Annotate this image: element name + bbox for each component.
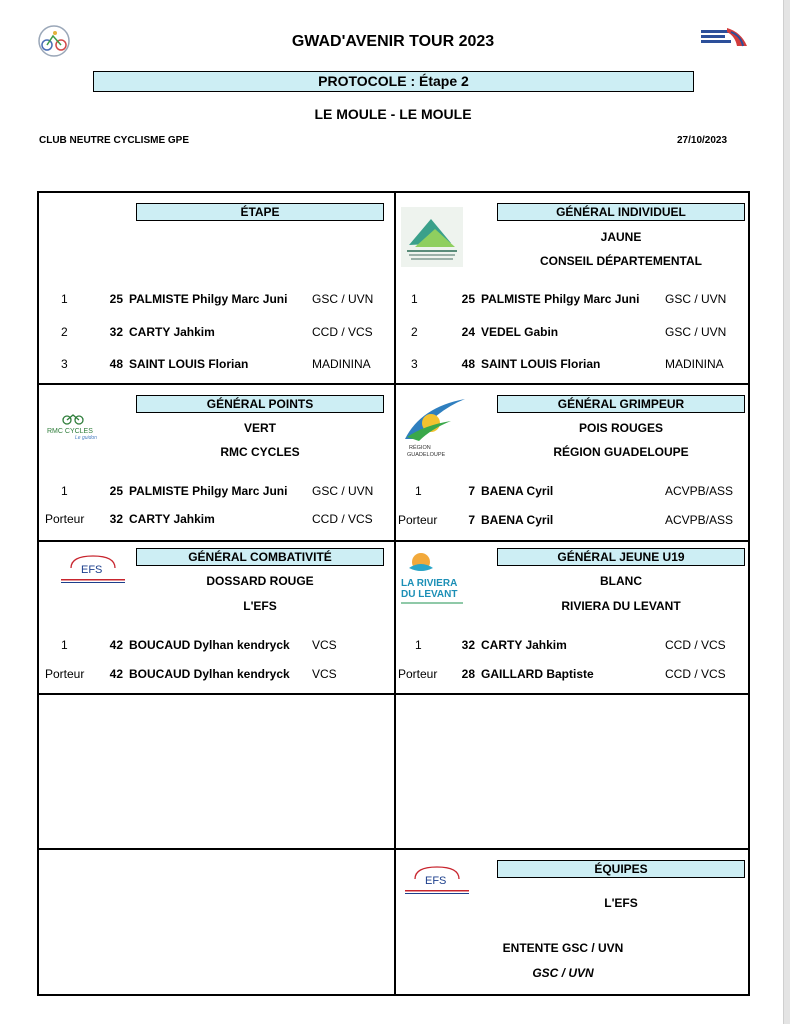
svg-text:RMC CYCLES: RMC CYCLES xyxy=(47,428,93,435)
team-name: VCS xyxy=(312,667,337,681)
rider-name: BAENA Cyril xyxy=(481,484,554,498)
region-guadeloupe-logo-icon xyxy=(401,397,467,459)
svg-text:Le guidon: Le guidon xyxy=(75,435,97,441)
team-label: ENTENTE GSC / UVN xyxy=(502,941,624,955)
general-combativite-banner: GÉNÉRAL COMBATIVITÉ xyxy=(136,548,384,566)
team-name: GSC / UVN xyxy=(312,292,374,306)
rider-name: PALMISTE Philgy Marc Juni xyxy=(129,292,288,306)
equipes-banner: ÉQUIPES xyxy=(497,860,745,878)
rider-name: CARTY Jahkim xyxy=(129,325,215,339)
rider-name: CARTY Jahkim xyxy=(481,638,567,652)
jersey-color: BLANC xyxy=(600,574,642,588)
rank: 1 xyxy=(61,638,68,652)
bib-number: 32 xyxy=(461,638,475,652)
team-name: CCD / VCS xyxy=(312,512,373,526)
classification-grid xyxy=(37,191,750,996)
rider-name: GAILLARD Baptiste xyxy=(481,667,594,681)
bib-number: 28 xyxy=(461,667,475,681)
grid-divider-vertical xyxy=(394,193,396,994)
svg-text:RÉGION: RÉGION xyxy=(409,445,431,451)
sponsor-name: RMC CYCLES xyxy=(220,445,300,459)
grid-divider-row-4 xyxy=(39,848,748,850)
rank: Porteur xyxy=(45,512,85,526)
protocole-banner: PROTOCOLE : Étape 2 xyxy=(93,71,694,92)
jersey-color: POIS ROUGES xyxy=(578,421,664,435)
conseil-departemental-logo-icon xyxy=(401,207,463,267)
page-title: GWAD'AVENIR TOUR 2023 xyxy=(291,33,495,50)
efs-logo-icon xyxy=(401,863,473,899)
rider-name: PALMISTE Philgy Marc Juni xyxy=(129,484,288,498)
etape-banner: ÉTAPE xyxy=(136,203,384,221)
sponsor-name: RIVIERA DU LEVANT xyxy=(561,599,681,613)
bib-number: 25 xyxy=(109,292,123,306)
rank: Porteur xyxy=(45,667,85,681)
riviera-du-levant-logo-icon xyxy=(399,550,465,614)
svg-text:LA RIVIERA: LA RIVIERA xyxy=(401,578,458,589)
club-name: CLUB NEUTRE CYCLISME GPE xyxy=(39,135,190,146)
rider-name: VEDEL Gabin xyxy=(481,325,559,339)
team-name: GSC / UVN xyxy=(665,325,727,339)
team-name: CCD / VCS xyxy=(665,638,726,652)
jersey-color: VERT xyxy=(243,421,276,435)
bib-number: 25 xyxy=(109,484,123,498)
jersey-color: DOSSARD ROUGE xyxy=(206,574,314,588)
federation-logo-icon xyxy=(697,24,753,50)
rank: 1 xyxy=(415,638,422,652)
bib-number: 7 xyxy=(468,484,475,498)
bib-number: 48 xyxy=(109,357,123,371)
rank: 1 xyxy=(411,292,418,306)
team-name: ACVPB/ASS xyxy=(665,484,734,498)
grid-divider-row-2 xyxy=(39,540,748,542)
jersey-color: JAUNE xyxy=(600,230,642,244)
rank: 1 xyxy=(61,484,68,498)
rank: 3 xyxy=(61,357,68,371)
rank: Porteur xyxy=(398,513,438,527)
grid-divider-row-3 xyxy=(39,693,748,695)
team-name: GSC / UVN xyxy=(665,292,727,306)
team-name: MADININA xyxy=(312,357,371,371)
team-name: VCS xyxy=(312,638,337,652)
sponsor-name: L'EFS xyxy=(604,896,638,910)
rank: 3 xyxy=(411,357,418,371)
efs-logo-icon xyxy=(57,552,129,588)
bib-number: 48 xyxy=(461,357,475,371)
rank: 2 xyxy=(411,325,418,339)
scrollbar-track[interactable] xyxy=(784,0,790,1024)
rider-name: BOUCAUD Dylhan kendryck xyxy=(129,667,290,681)
rider-name: PALMISTE Philgy Marc Juni xyxy=(481,292,640,306)
bib-number: 42 xyxy=(109,638,123,652)
event-date: 27/10/2023 xyxy=(677,135,728,146)
rmc-cycles-logo-icon xyxy=(45,411,105,441)
team-name: MADININA xyxy=(665,357,724,371)
rank: 2 xyxy=(61,325,68,339)
sponsor-name: RÉGION GUADELOUPE xyxy=(553,445,689,459)
bib-number: 7 xyxy=(468,513,475,527)
svg-text:DU LEVANT: DU LEVANT xyxy=(401,589,458,600)
general-grimpeur-banner: GÉNÉRAL GRIMPEUR xyxy=(497,395,745,413)
general-jeune-banner: GÉNÉRAL JEUNE U19 xyxy=(497,548,745,566)
rider-name: SAINT LOUIS Florian xyxy=(129,357,249,371)
general-individuel-banner: GÉNÉRAL INDIVIDUEL xyxy=(497,203,745,221)
bib-number: 24 xyxy=(461,325,475,339)
team-name: GSC / UVN xyxy=(312,484,374,498)
rank: 1 xyxy=(61,292,68,306)
bib-number: 25 xyxy=(461,292,475,306)
svg-text:EFS: EFS xyxy=(81,564,103,576)
general-points-banner: GÉNÉRAL POINTS xyxy=(136,395,384,413)
team-code: GSC / UVN xyxy=(532,966,594,980)
bib-number: 32 xyxy=(109,512,123,526)
rider-name: BOUCAUD Dylhan kendryck xyxy=(129,638,290,652)
team-name: CCD / VCS xyxy=(665,667,726,681)
rider-name: BAENA Cyril xyxy=(481,513,554,527)
sponsor-name: CONSEIL DÉPARTEMENTAL xyxy=(539,254,702,268)
svg-text:GUADELOUPE: GUADELOUPE xyxy=(407,452,446,458)
svg-text:EFS: EFS xyxy=(425,875,447,887)
rank: 1 xyxy=(415,484,422,498)
bib-number: 32 xyxy=(109,325,123,339)
rider-name: SAINT LOUIS Florian xyxy=(481,357,601,371)
bib-number: 42 xyxy=(109,667,123,681)
team-name: ACVPB/ASS xyxy=(665,513,734,527)
team-name: CCD / VCS xyxy=(312,325,373,339)
sponsor-name: L'EFS xyxy=(243,599,277,613)
grid-divider-row-1 xyxy=(39,383,748,385)
rank: Porteur xyxy=(398,667,438,681)
stage-route: LE MOULE - LE MOULE xyxy=(314,106,472,122)
rider-name: CARTY Jahkim xyxy=(129,512,215,526)
